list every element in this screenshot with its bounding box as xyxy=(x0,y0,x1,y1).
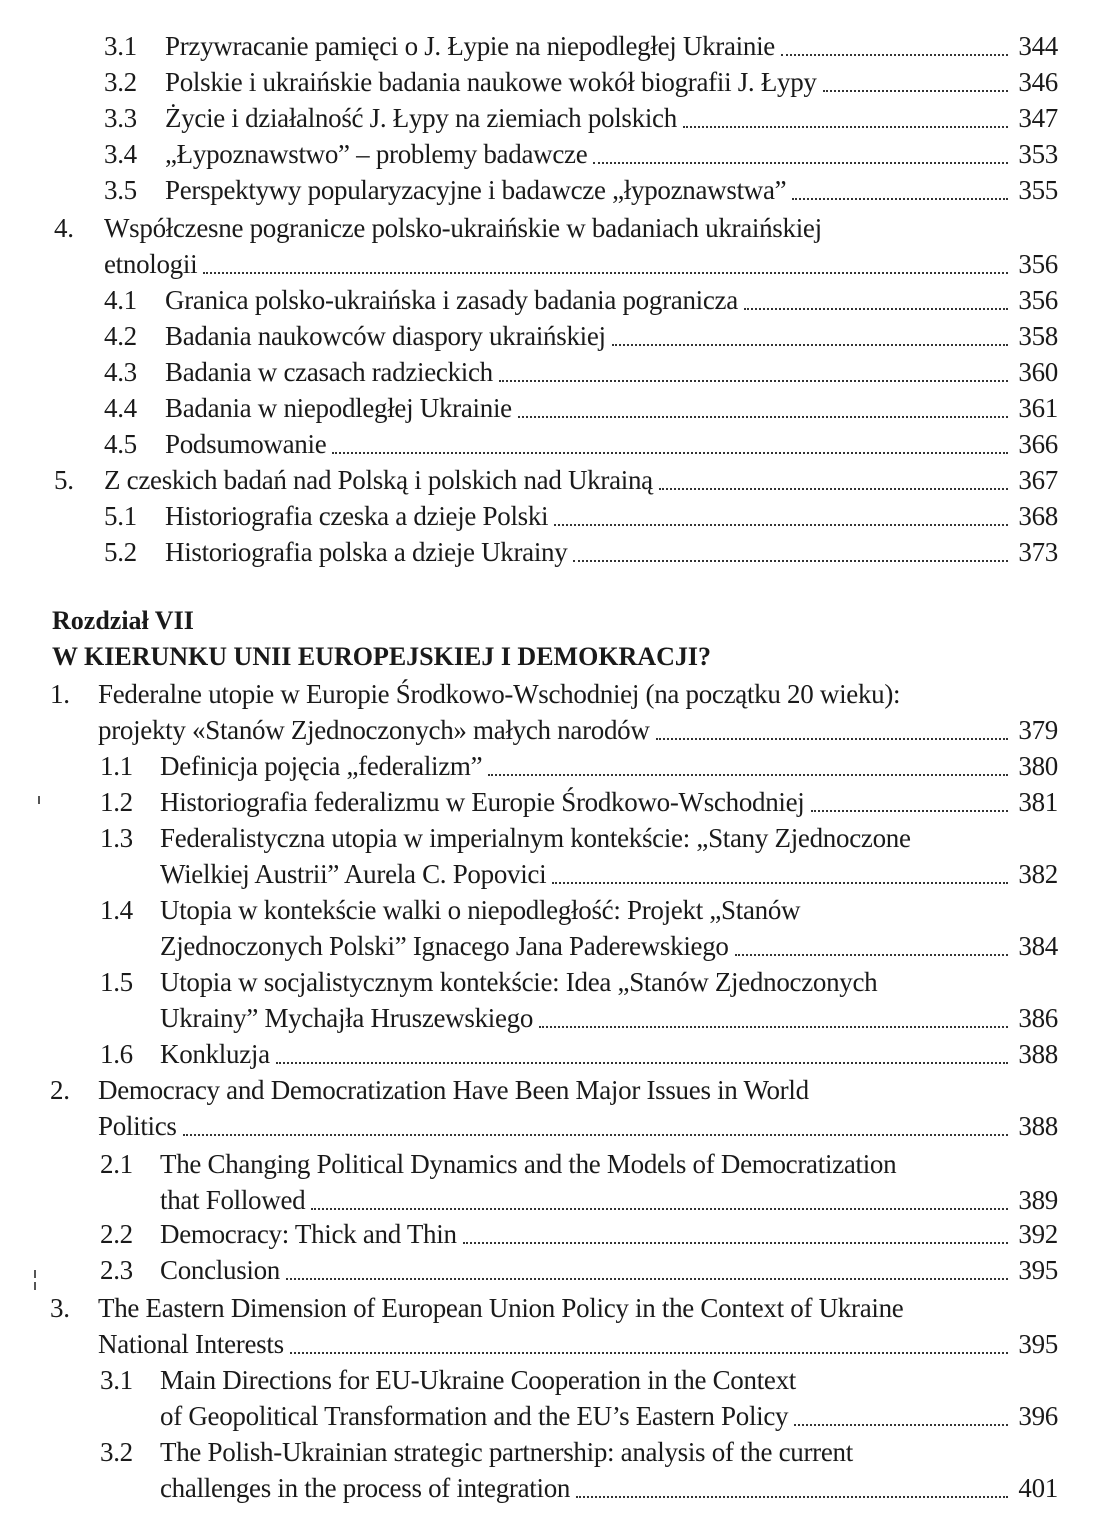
toc-entry-page-number: 389 xyxy=(1018,1185,1058,1215)
toc-entry-number: 3. xyxy=(50,1293,70,1323)
dot-leader xyxy=(735,928,1008,964)
scan-mark xyxy=(34,1282,36,1290)
dot-leader xyxy=(811,784,1008,820)
dot-leader xyxy=(552,856,1008,892)
toc-entry-page-number: 344 xyxy=(1018,31,1058,61)
dot-leader xyxy=(311,1182,1008,1218)
dot-leader xyxy=(744,282,1008,318)
chapter-label: Rozdział VII xyxy=(52,606,194,635)
chapter-title: W KIERUNKU UNII EUROPEJSKIEJ I DEMOKRACJI? xyxy=(52,642,711,671)
toc-entry-number: 1. xyxy=(50,679,70,709)
toc-entry-title: Politics xyxy=(98,1111,177,1141)
toc-entry-title: Definicja pojęcia „federalizm” xyxy=(160,751,483,781)
dot-leader xyxy=(332,426,1008,462)
dot-leader xyxy=(488,748,1008,784)
toc-entry-number: 1.1 xyxy=(100,751,133,781)
toc-entry-title: Perspektywy popularyzacyjne i badawcze „łypoznawstwa” xyxy=(165,175,787,205)
toc-entry-number: 5.2 xyxy=(104,537,137,567)
toc-entry-number: 3.2 xyxy=(104,67,137,97)
dot-leader xyxy=(573,534,1008,570)
toc-entry-page-number: 379 xyxy=(1018,715,1058,745)
dot-leader xyxy=(499,354,1008,390)
toc-entry-title: Utopia w socjalistycznym kontekście: Idea „Stanów Zjednoczonych xyxy=(160,967,878,997)
toc-entry-number: 1.3 xyxy=(100,823,133,853)
toc-entry-title: Z czeskich badań nad Polską i polskich nad Ukrainą xyxy=(104,465,653,495)
toc-entry-page-number: 401 xyxy=(1018,1473,1058,1503)
toc-entry-number: 1.5 xyxy=(100,967,133,997)
toc-entry-title: Zjednoczonych Polski” Ignacego Jana Paderewskiego xyxy=(160,931,729,961)
toc-entry-title: Main Directions for EU-Ukraine Cooperation in the Context xyxy=(160,1365,796,1395)
dot-leader xyxy=(792,172,1008,208)
toc-entry-page-number: 380 xyxy=(1018,751,1058,781)
toc-entry-number: 2.1 xyxy=(100,1149,133,1179)
scan-mark xyxy=(34,1270,36,1278)
dot-leader xyxy=(290,1326,1008,1362)
toc-entry-title: Conclusion xyxy=(160,1255,281,1285)
toc-entry-number: 1.6 xyxy=(100,1039,133,1069)
toc-entry-page-number: 347 xyxy=(1018,103,1058,133)
dot-leader xyxy=(286,1252,1008,1288)
toc-entry-title: Historiografia federalizmu w Europie Środkowo-Wschodniej xyxy=(160,787,805,817)
toc-entry-number: 5. xyxy=(54,465,74,495)
toc-entry-title: projekty «Stanów Zjednoczonych» małych narodów xyxy=(98,715,650,745)
toc-entry-page-number: 386 xyxy=(1018,1003,1058,1033)
toc-entry-title: etnologii xyxy=(104,249,198,279)
toc-entry-page-number: 373 xyxy=(1018,537,1058,567)
toc-entry-title: The Polish-Ukrainian strategic partnership: analysis of the current xyxy=(160,1437,853,1467)
toc-entry-page-number: 382 xyxy=(1018,859,1058,889)
toc-entry-number: 3.1 xyxy=(100,1365,133,1395)
toc-entry-number: 4.1 xyxy=(104,285,137,315)
dot-leader xyxy=(203,246,1008,282)
toc-entry-title: that Followed xyxy=(160,1185,306,1215)
toc-entry-title: Wielkiej Austrii” Aurela C. Popovici xyxy=(160,859,547,889)
toc-entry-title: challenges in the process of integration xyxy=(160,1473,571,1503)
dot-leader xyxy=(683,100,1008,136)
toc-entry-page-number: 392 xyxy=(1018,1219,1058,1249)
dot-leader xyxy=(612,318,1008,354)
toc-entry-page-number: 395 xyxy=(1018,1329,1058,1359)
toc-entry-title: Konkluzja xyxy=(160,1039,270,1069)
scan-mark xyxy=(38,796,40,804)
toc-entry-page-number: 346 xyxy=(1018,67,1058,97)
toc-entry-page-number: 367 xyxy=(1018,465,1058,495)
toc-entry-page-number: 381 xyxy=(1018,787,1058,817)
dot-leader xyxy=(539,1000,1008,1036)
toc-entry-number: 4. xyxy=(54,213,74,243)
dot-leader xyxy=(823,64,1008,100)
dot-leader xyxy=(794,1398,1008,1434)
dot-leader xyxy=(659,462,1008,498)
toc-entry-number: 3.4 xyxy=(104,139,137,169)
toc-entry-title: „Łypoznawstwo” – problemy badawcze xyxy=(165,139,588,169)
toc-entry-title: Współczesne pogranicze polsko-ukraińskie w badaniach ukraińskiej xyxy=(104,213,822,243)
toc-entry-number: 2. xyxy=(50,1075,70,1105)
dot-leader xyxy=(593,136,1008,172)
toc-entry-number: 2.3 xyxy=(100,1255,133,1285)
toc-entry-title: The Changing Political Dynamics and the Models of Democratization xyxy=(160,1149,897,1179)
toc-entry-number: 3.1 xyxy=(104,31,137,61)
toc-entry-title: Democracy and Democratization Have Been Major Issues in World xyxy=(98,1075,809,1105)
toc-entry-title: Życie i działalność J. Łypy na ziemiach polskich xyxy=(165,103,677,133)
dot-leader xyxy=(781,28,1008,64)
toc-entry-page-number: 388 xyxy=(1018,1111,1058,1141)
toc-entry-title: Badania w niepodległej Ukrainie xyxy=(165,393,512,423)
toc-entry-number: 5.1 xyxy=(104,501,137,531)
toc-entry-title: Polskie i ukraińskie badania naukowe wokół biografii J. Łypy xyxy=(165,67,817,97)
toc-entry-number: 4.3 xyxy=(104,357,137,387)
toc-entry-number: 4.2 xyxy=(104,321,137,351)
toc-entry-title: The Eastern Dimension of European Union Policy in the Context of Ukraine xyxy=(98,1293,904,1323)
toc-entry-number: 2.2 xyxy=(100,1219,133,1249)
toc-entry-page-number: 356 xyxy=(1018,249,1058,279)
toc-entry-page-number: 396 xyxy=(1018,1401,1058,1431)
toc-entry-page-number: 384 xyxy=(1018,931,1058,961)
toc-entry-number: 1.2 xyxy=(100,787,133,817)
dot-leader xyxy=(463,1216,1008,1252)
toc-entry-title: Badania w czasach radzieckich xyxy=(165,357,493,387)
toc-entry-title: Utopia w kontekście walki o niepodległość: Projekt „Stanów xyxy=(160,895,801,925)
toc-entry-page-number: 360 xyxy=(1018,357,1058,387)
toc-entry-title: Historiografia czeska a dzieje Polski xyxy=(165,501,549,531)
dot-leader xyxy=(576,1470,1008,1506)
toc-entry-page-number: 395 xyxy=(1018,1255,1058,1285)
toc-entry-title: Granica polsko-ukraińska i zasady badania pogranicza xyxy=(165,285,738,315)
toc-entry-page-number: 388 xyxy=(1018,1039,1058,1069)
dot-leader xyxy=(183,1108,1008,1144)
toc-entry-number: 4.4 xyxy=(104,393,137,423)
dot-leader xyxy=(554,498,1008,534)
dot-leader xyxy=(276,1036,1008,1072)
toc-entry-title: Podsumowanie xyxy=(165,429,327,459)
toc-entry-page-number: 358 xyxy=(1018,321,1058,351)
toc-entry-title: of Geopolitical Transformation and the EU’s Eastern Policy xyxy=(160,1401,789,1431)
toc-entry-number: 4.5 xyxy=(104,429,137,459)
toc-entry-number: 3.2 xyxy=(100,1437,133,1467)
toc-entry-page-number: 356 xyxy=(1018,285,1058,315)
toc-entry-page-number: 355 xyxy=(1018,175,1058,205)
toc-entry-title: Przywracanie pamięci o J. Łypie na niepodległej Ukrainie xyxy=(165,31,775,61)
dot-leader xyxy=(518,390,1008,426)
toc-entry-title: Ukrainy” Mychajła Hruszewskiego xyxy=(160,1003,534,1033)
toc-entry-page-number: 366 xyxy=(1018,429,1058,459)
toc-entry-page-number: 361 xyxy=(1018,393,1058,423)
toc-entry-title: Historiografia polska a dzieje Ukrainy xyxy=(165,537,568,567)
toc-entry-number: 3.5 xyxy=(104,175,137,205)
toc-entry-title: Federalistyczna utopia w imperialnym kontekście: „Stany Zjednoczone xyxy=(160,823,911,853)
toc-entry-number: 3.3 xyxy=(104,103,137,133)
toc-entry-title: Badania naukowców diaspory ukraińskiej xyxy=(165,321,606,351)
toc-entry-title: National Interests xyxy=(98,1329,284,1359)
toc-entry-title: Federalne utopie w Europie Środkowo-Wschodniej (na początku 20 wieku): xyxy=(98,679,901,709)
toc-entry-page-number: 353 xyxy=(1018,139,1058,169)
toc-entry-title: Democracy: Thick and Thin xyxy=(160,1219,457,1249)
dot-leader xyxy=(656,712,1008,748)
toc-entry-page-number: 368 xyxy=(1018,501,1058,531)
toc-entry-number: 1.4 xyxy=(100,895,133,925)
